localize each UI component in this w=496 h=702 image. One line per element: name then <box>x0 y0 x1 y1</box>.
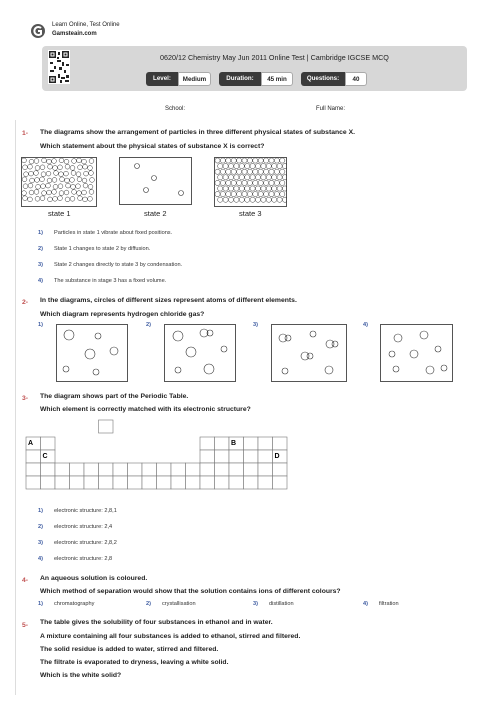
question-text: An aqueous solution is coloured. <box>40 575 148 582</box>
questions-label: Questions: <box>301 72 345 86</box>
question-text: Which is the white solid? <box>40 672 122 679</box>
qr-code-icon <box>48 50 70 84</box>
state-label: state 2 <box>144 209 167 218</box>
option-1-diagram[interactable] <box>56 324 128 382</box>
option-number[interactable]: 1) <box>38 322 43 328</box>
option-4-diagram[interactable] <box>380 324 453 382</box>
question-text: Which method of separation would show that the solution contains ions of different colours? <box>40 588 341 595</box>
question-text: The table gives the solubility of four substances in ethanol and in water. <box>40 619 273 626</box>
level-label: Level: <box>146 72 178 86</box>
question-text: The filtrate is evaporated to dryness, leaving a white solid. <box>40 659 229 666</box>
full-name-label: Full Name: <box>316 106 346 112</box>
state-label: state 1 <box>48 209 71 218</box>
option-number[interactable]: 1) <box>38 230 43 236</box>
option-text[interactable]: crystallisation <box>162 601 196 607</box>
option-text[interactable]: State 2 changes directly to state 3 by condensation. <box>54 262 183 268</box>
state-label: state 3 <box>239 209 262 218</box>
brand-site: Gamsteain.com <box>52 31 97 37</box>
option-text[interactable]: distillation <box>269 601 294 607</box>
question-text: A mixture containing all four substances is added to ethanol, stirred and filtered. <box>40 633 301 640</box>
duration-value: 45 min <box>261 72 293 86</box>
option-number[interactable]: 4) <box>38 556 43 562</box>
option-number[interactable]: 4) <box>363 322 368 328</box>
option-text[interactable]: electronic structure: 2,8 <box>54 556 113 562</box>
svg-text:C: C <box>42 453 48 460</box>
duration-label: Duration: <box>219 72 261 86</box>
option-number[interactable]: 1) <box>38 601 43 607</box>
question-number: 2- <box>22 299 29 306</box>
brand-tagline: Learn Online, Test Online <box>52 22 120 28</box>
questions-value: 40 <box>345 72 367 86</box>
state-2-diagram <box>119 157 192 205</box>
option-text[interactable]: The substance in stage 3 has a fixed volume. <box>54 278 167 284</box>
level-value: Medium <box>178 72 211 86</box>
svg-text:A: A <box>28 440 34 447</box>
option-number[interactable]: 3) <box>38 540 43 546</box>
school-label: School: <box>165 106 186 112</box>
question-text: Which statement about the physical states of substance X is correct? <box>40 143 265 150</box>
svg-text:D: D <box>274 453 280 460</box>
left-margin-rule <box>15 120 16 695</box>
question-text: Which element is correctly matched with its electronic structure? <box>40 406 251 413</box>
option-number[interactable]: 3) <box>38 262 43 268</box>
option-number[interactable]: 2) <box>38 246 43 252</box>
page-title: 0620/12 Chemistry May Jun 2011 Online Test | Cambridge IGCSE MCQ <box>160 53 389 62</box>
question-number: 4- <box>22 577 29 584</box>
svg-text:B: B <box>231 440 237 447</box>
option-text[interactable]: State 1 changes to state 2 by diffusion. <box>54 246 151 252</box>
periodic-table <box>25 419 293 494</box>
option-text[interactable]: filtration <box>379 601 399 607</box>
option-text[interactable]: electronic structure: 2,4 <box>54 524 113 530</box>
option-text[interactable]: electronic structure: 2,8,2 <box>54 540 117 546</box>
option-number[interactable]: 2) <box>38 524 43 530</box>
question-text: The diagram shows part of the Periodic Table. <box>40 393 189 400</box>
question-text: In the diagrams, circles of different sizes represent atoms of different elements. <box>40 297 297 304</box>
option-number[interactable]: 1) <box>38 508 43 514</box>
question-number: 1- <box>22 130 29 137</box>
question-text: The diagrams show the arrangement of particles in three different physical states of substance X. <box>40 129 356 136</box>
question-text: The solid residue is added to water, stirred and filtered. <box>40 646 219 653</box>
option-text[interactable]: electronic structure: 2,8,1 <box>54 508 117 514</box>
question-number: 3- <box>22 395 29 402</box>
option-2-diagram[interactable] <box>164 324 236 382</box>
option-number[interactable]: 4) <box>38 278 43 284</box>
option-number[interactable]: 3) <box>253 601 258 607</box>
logo-icon <box>30 23 46 39</box>
option-number[interactable]: 4) <box>363 601 368 607</box>
option-text[interactable]: chromatography <box>54 601 95 607</box>
option-3-diagram[interactable] <box>271 324 347 382</box>
option-number[interactable]: 2) <box>146 601 151 607</box>
option-number[interactable]: 2) <box>146 322 151 328</box>
option-number[interactable]: 3) <box>253 322 258 328</box>
question-text: Which diagram represents hydrogen chloride gas? <box>40 311 205 318</box>
state-3-diagram <box>214 157 287 207</box>
question-number: 5- <box>22 622 29 629</box>
state-1-diagram <box>21 157 97 207</box>
option-text[interactable]: Particles in state 1 vibrate about fixed positions. <box>54 230 173 236</box>
